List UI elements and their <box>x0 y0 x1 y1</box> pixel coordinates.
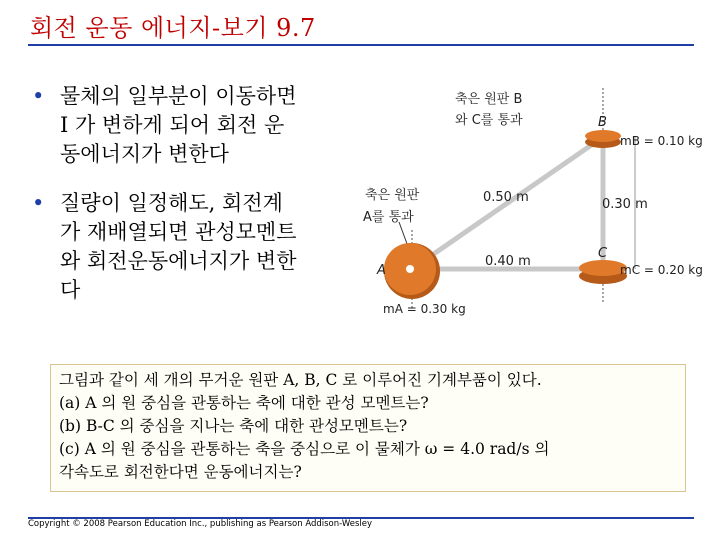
length-ac-label: 0.40 m <box>485 254 531 269</box>
disk-a-hub <box>406 265 414 273</box>
length-ab-label: 0.50 m <box>483 190 529 205</box>
disk-a-label: A <box>377 263 386 278</box>
length-bc-label: 0.30 m <box>602 197 648 212</box>
bullet-line: 와 회전운동에너지가 변한 <box>60 249 297 273</box>
axis-bc-label: 축은 원판 B <box>455 92 523 107</box>
problem-line: (b) B-C 의 중심을 지나는 축에 대한 관성모멘트는? <box>59 417 408 435</box>
bullet-line: 다 <box>60 278 81 302</box>
axis-a-label: A를 통과 <box>363 210 414 225</box>
copyright-text: Copyright © 2008 Pearson Education Inc., publishing as Pearson Addison-Wesley <box>28 519 373 529</box>
bullet-line: I 가 변하게 되어 회전 운 <box>60 113 285 137</box>
title-divider <box>28 44 694 46</box>
problem-line: (a) A 의 원 중심을 관통하는 축에 대한 관성 모멘트는? <box>59 394 429 412</box>
bullet-line: 물체의 일부분이 이동하면 <box>60 84 297 108</box>
problem-line: 각속도로 회전한다면 운동에너지는? <box>59 463 302 481</box>
mass-a-label: mA = 0.30 kg <box>383 302 466 316</box>
axis-bc-label: 와 C를 통과 <box>455 113 523 128</box>
bullet-line: 동에너지가 변한다 <box>60 142 229 166</box>
axis-a-label: 축은 원판 <box>365 188 420 203</box>
bullet-item-1 <box>32 82 372 169</box>
slide-title: 회전 운동 에너지-보기 9.7 <box>30 14 316 42</box>
three-disk-figure <box>355 80 715 320</box>
problem-line: (c) A 의 원 중심을 관통하는 축을 중심으로 이 물체가 ω = 4.0 rad/s 의 <box>59 440 550 458</box>
bullet-line: 가 재배열되면 관성모멘트 <box>60 220 297 244</box>
bullet-item-2 <box>32 189 372 305</box>
bullet-dot: • <box>32 191 45 215</box>
mass-c-label: mC = 0.20 kg <box>620 263 703 277</box>
bullet-list <box>32 82 372 319</box>
bullet-dot: • <box>32 84 45 108</box>
problem-box <box>50 364 686 492</box>
bullet-line: 질량이 일정해도, 회전계 <box>60 191 283 215</box>
disk-c-label: C <box>598 246 608 261</box>
problem-line: 그림과 같이 세 개의 무거운 원판 A, B, C 로 이루어진 기계부품이 있다. <box>59 371 542 389</box>
disk-b <box>585 130 621 142</box>
disk-b-label: B <box>598 115 607 130</box>
mass-b-label: mB = 0.10 kg <box>620 134 703 148</box>
